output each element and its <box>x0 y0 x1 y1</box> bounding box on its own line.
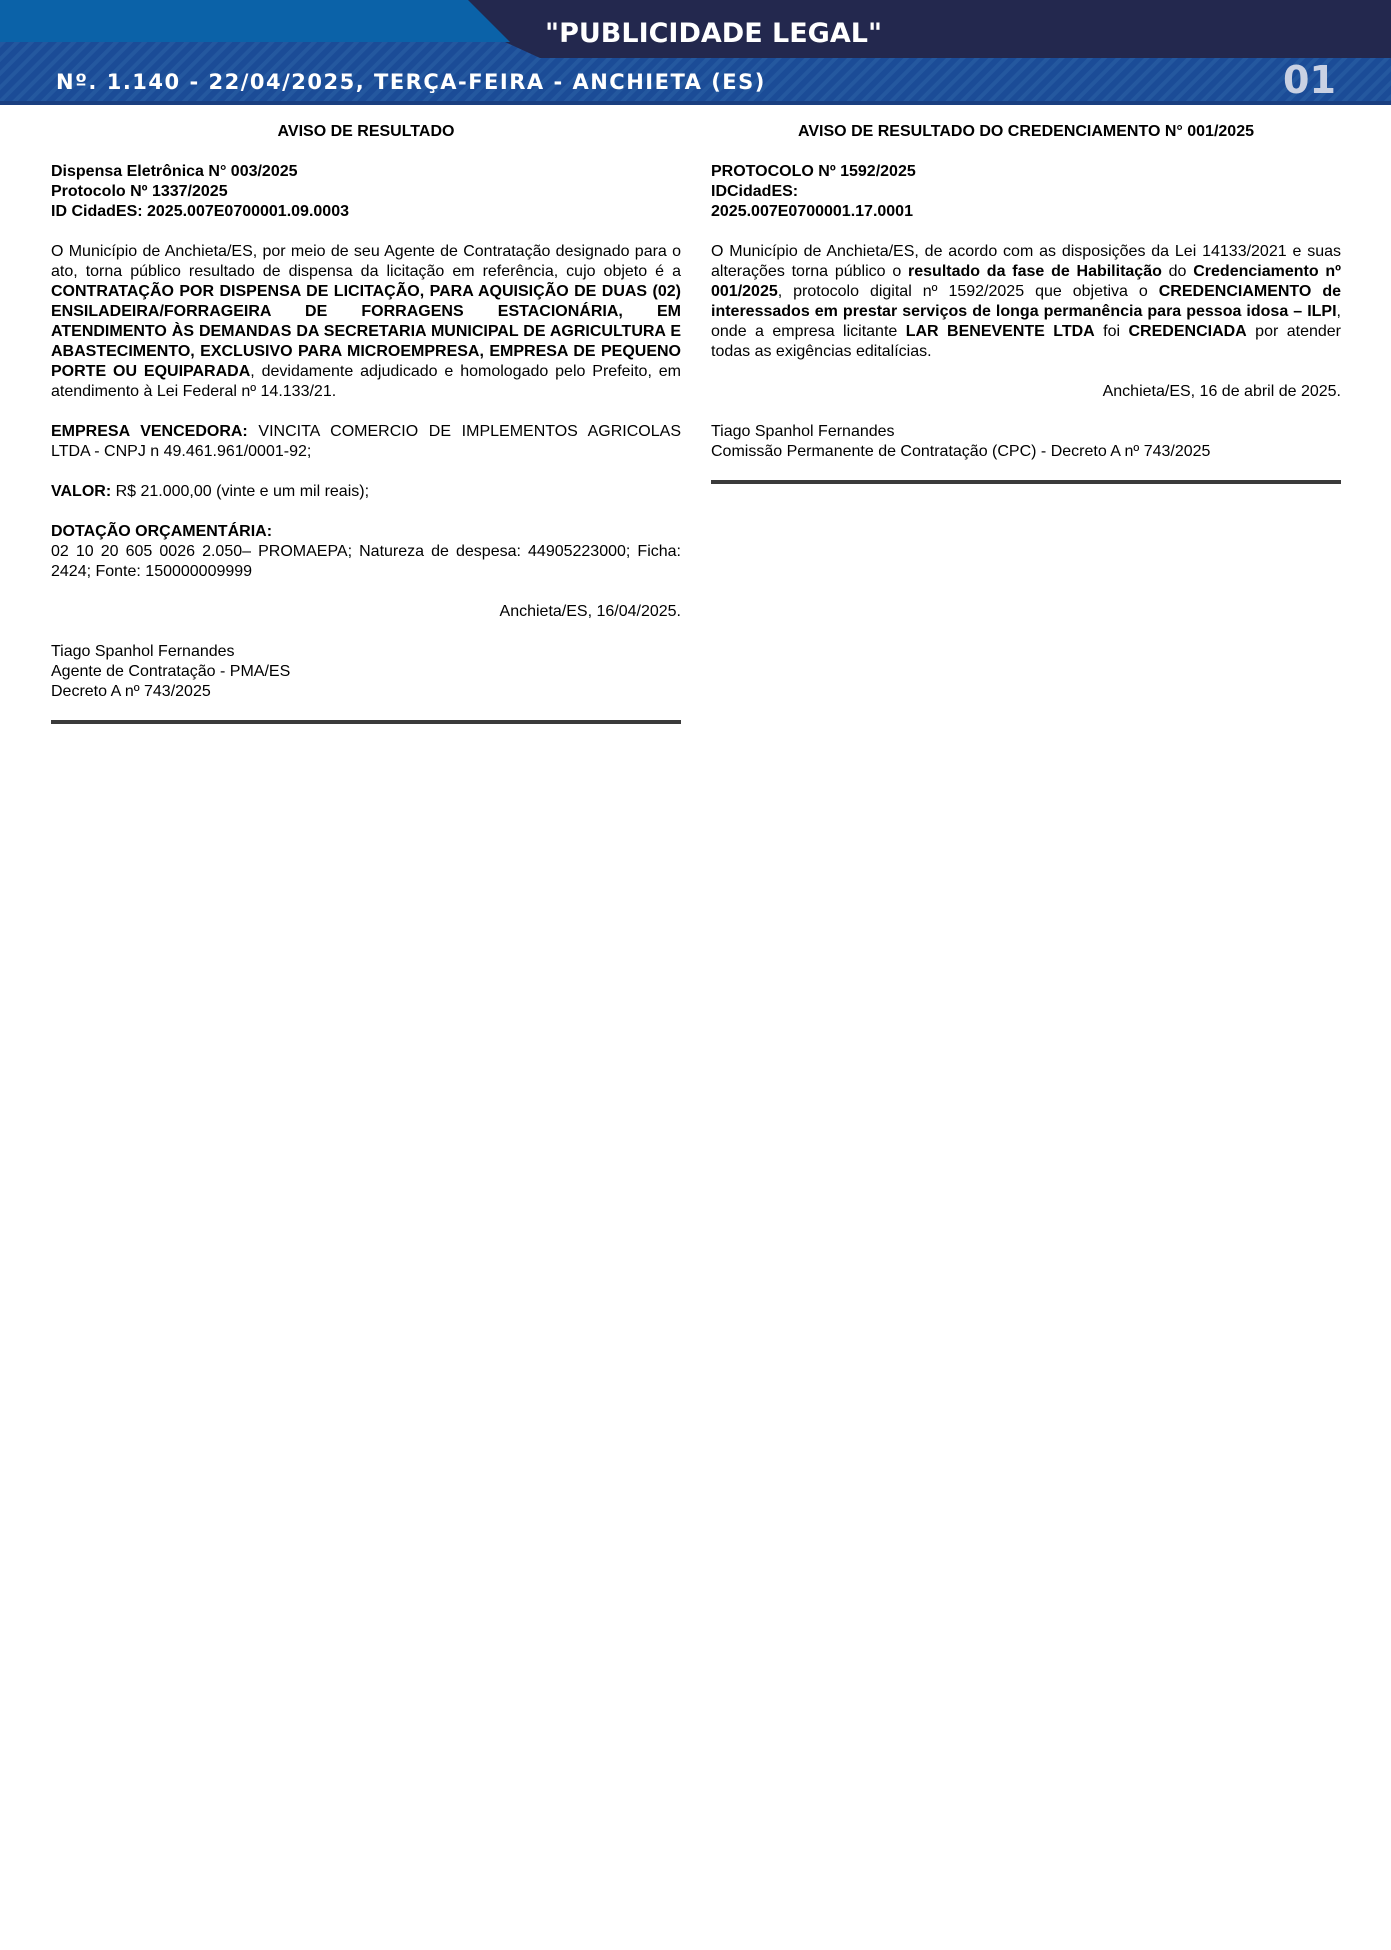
winning-company <box>51 422 681 462</box>
budget-label: DOTAÇÃO ORÇAMENTÁRIA: <box>51 523 273 540</box>
budget-allocation <box>51 522 681 582</box>
notice-ids <box>51 162 681 222</box>
publication-title: "PUBLICIDADE LEGAL" <box>545 18 883 49</box>
winning-company-value: VINCITA COMERCIO DE IMPLEMENTOS AGRICOLAS LTDA - CNPJ n 49.461.961/0001-92; <box>51 423 681 460</box>
notice-right <box>711 122 1341 484</box>
edition-info: Nº. 1.140 - 22/04/2025, TERÇA-FEIRA - ANCHIETA (ES) <box>56 70 766 94</box>
company-name: LAR BENEVENTE LTDA <box>905 323 1095 340</box>
signer-decree: Decreto A nº 743/2025 <box>51 683 211 700</box>
notice-ids <box>711 162 1341 222</box>
cidades-id: ID CidadES: 2025.007E0700001.09.0003 <box>51 203 349 220</box>
budget-value: 02 10 20 605 0026 2.050– PROMAEPA; Natureza de despesa: 44905223000; Ficha: 2424; Fonte: 150000009999 <box>51 543 681 580</box>
section-divider <box>711 480 1341 484</box>
body-bold: resultado da fase de Habilitação <box>908 263 1162 280</box>
section-divider <box>51 720 681 724</box>
notice-heading: AVISO DE RESULTADO <box>277 123 455 140</box>
notice-left <box>51 122 681 724</box>
body-text: por atender todas as exigências editalícias. <box>711 323 1341 360</box>
body-text: foi <box>1094 323 1129 340</box>
body-text: O Município de Anchieta/ES, de acordo com as disposições da Lei 14133/2021 e suas alterações torna público o <box>711 243 1341 280</box>
object-description: CONTRATAÇÃO POR DISPENSA DE LICITAÇÃO, PARA AQUISIÇÃO DE DUAS (02) ENSILADEIRA/FORRAGEIRA DE FORRAGENS ESTACIONÁRIA, EM ATENDIMENTO ÀS DEMANDAS DA SECRETARIA MUNICIPAL DE AGRICULTURA E ABASTECIMENTO, EXCLUSIVO PARA MICROEMPRESA, EMPRESA DE PEQUENO PORTE OU EQUIPARADA <box>51 283 681 380</box>
protocol-number: PROTOCOLO Nº 1592/2025 <box>711 163 916 180</box>
cidades-label: IDCidadES: <box>711 183 799 200</box>
value <box>51 482 681 502</box>
status-text: CREDENCIADA <box>1128 323 1247 340</box>
signer-role: Comissão Permanente de Contratação (CPC) - Decreto A nº 743/2025 <box>711 443 1211 460</box>
page-number: 01 <box>1283 58 1336 102</box>
winning-company-label: EMPRESA VENCEDORA: <box>51 423 248 440</box>
notice-body <box>711 242 1341 362</box>
signature-block <box>711 422 1341 462</box>
body-text: O Município de Anchieta/ES, por meio de seu Agente de Contratação designado para o ato, torna público resultado de dispensa da licitação em referência, cujo objeto é a <box>51 243 681 280</box>
notice-body <box>51 242 681 402</box>
body-text: , protocolo digital nº 1592/2025 que objetiva o <box>777 283 1159 300</box>
page-header <box>0 0 1391 105</box>
body-bold: Credenciamento nº 001/2025 <box>711 263 1341 300</box>
body-text: , onde a empresa licitante <box>711 303 1341 340</box>
value-amount: R$ 21.000,00 (vinte e um mil reais); <box>111 483 370 500</box>
protocol-number: Protocolo Nº 1337/2025 <box>51 183 228 200</box>
body-text: , devidamente adjudicado e homologado pelo Prefeito, em atendimento à Lei Federal nº 14.133/21. <box>51 363 682 400</box>
body-text: do <box>1161 263 1194 280</box>
signature-block <box>51 642 681 702</box>
value-label: VALOR: <box>51 483 112 500</box>
notice-date: Anchieta/ES, 16 de abril de 2025. <box>1102 383 1341 400</box>
dispensa-number: Dispensa Eletrônica N° 003/2025 <box>51 163 298 180</box>
body-bold: CREDENCIAMENTO de interessados em prestar serviços de longa permanência para pessoa idosa – ILPI <box>711 283 1342 320</box>
signer-name: Tiago Spanhol Fernandes <box>51 643 235 660</box>
notice-heading: AVISO DE RESULTADO DO CREDENCIAMENTO N° 001/2025 <box>798 123 1254 140</box>
notice-date: Anchieta/ES, 16/04/2025. <box>499 603 681 620</box>
signer-name: Tiago Spanhol Fernandes <box>711 423 895 440</box>
signer-role: Agente de Contratação - PMA/ES <box>51 663 291 680</box>
cidades-id: 2025.007E0700001.17.0001 <box>711 203 913 220</box>
